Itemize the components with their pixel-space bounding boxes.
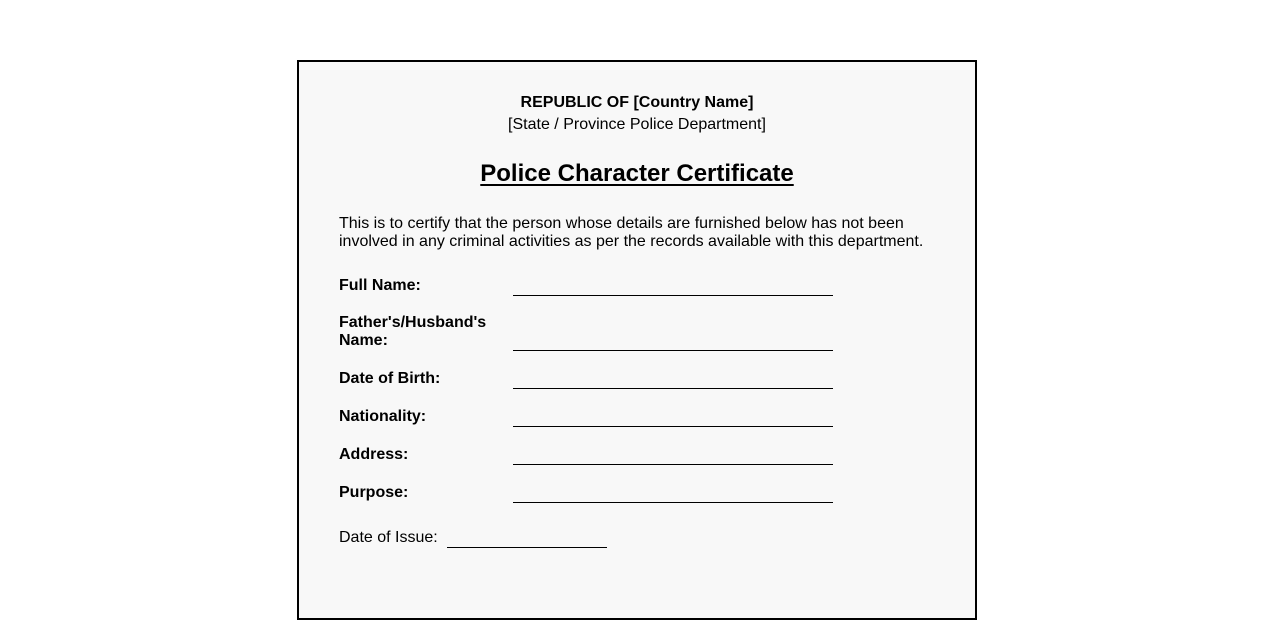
purpose-line [513, 502, 833, 503]
full-name-label: Full Name: [339, 277, 421, 294]
address-label: Address: [339, 446, 409, 463]
certificate-page [297, 60, 977, 620]
date-of-issue-label: Date of Issue: [339, 529, 438, 546]
certificate-title: Police Character Certificate [480, 160, 794, 187]
date-of-birth-line [513, 388, 833, 389]
nationality-label: Nationality: [339, 408, 427, 425]
father-husband-name-label: Father's/Husband's Name: [339, 314, 487, 349]
department-heading: [State / Province Police Department] [508, 116, 766, 133]
full-name-line [513, 295, 833, 296]
purpose-label: Purpose: [339, 484, 409, 501]
date-of-birth-label: Date of Birth: [339, 370, 441, 387]
certification-statement: This is to certify that the person whose details are furnished below has not been involved in any criminal activities as per the records available with this department. [339, 215, 924, 250]
date-of-issue-line [447, 547, 607, 548]
father-husband-name-line [513, 350, 833, 351]
address-line [513, 464, 833, 465]
nationality-line [513, 426, 833, 427]
country-heading: REPUBLIC OF [Country Name] [520, 94, 754, 111]
